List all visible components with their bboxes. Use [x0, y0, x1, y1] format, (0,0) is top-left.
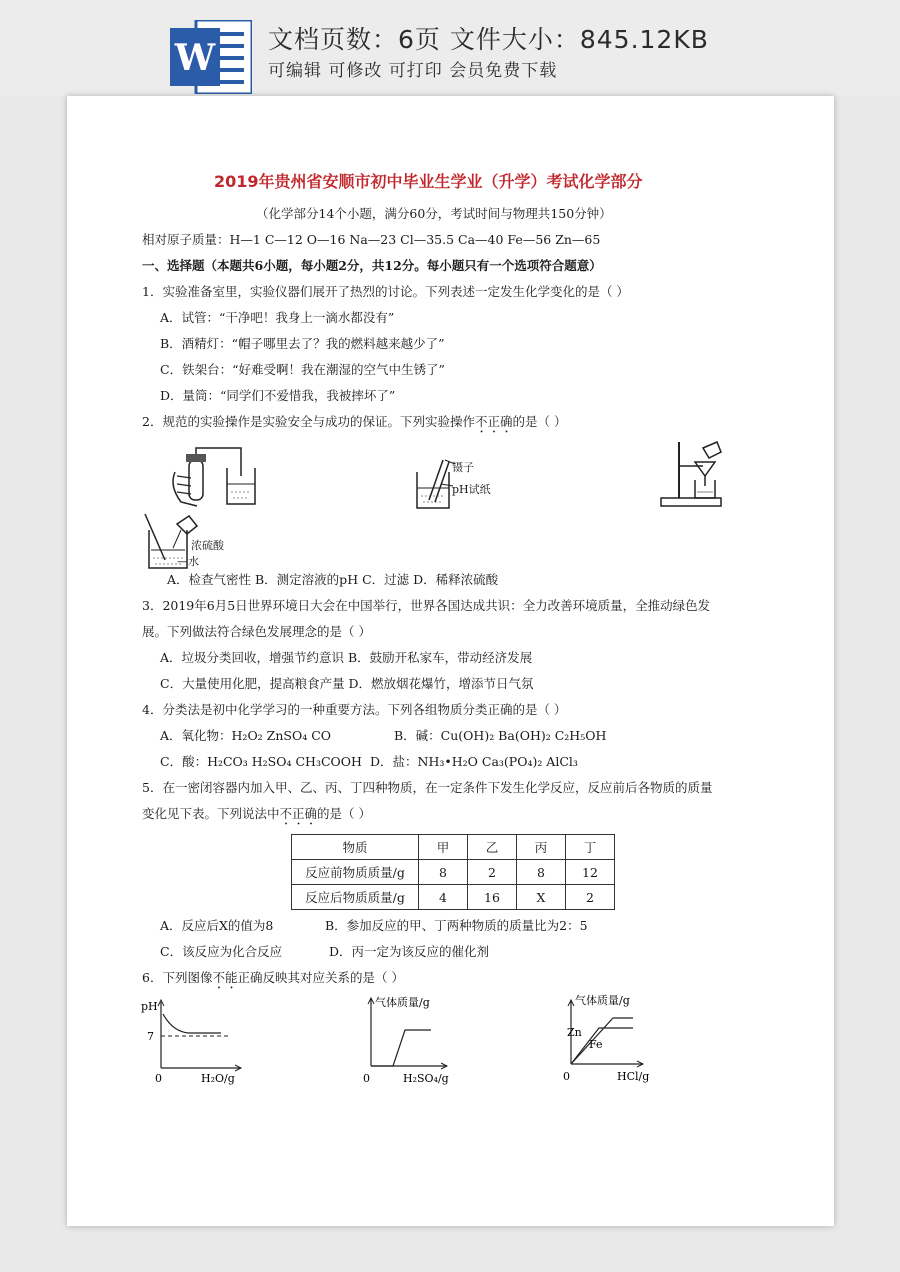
q2-stem: 2．规范的实验操作是实验安全与成功的保证。下列实验操作不正确的是（ ） [142, 414, 567, 429]
banner-file-info: 文档页数：6页 文件大小：845.12KB [268, 25, 709, 54]
table-cell: 甲 [419, 835, 468, 860]
page-title: 2019年贵州省安顺市初中毕业生学业（升学）考试化学部分 [214, 172, 643, 191]
svg-text:pH: pH [141, 1000, 158, 1013]
label-concentrated-acid: 浓硫酸 [191, 539, 224, 552]
graph-gas-vs-sulfuric-acid [357, 992, 457, 1088]
q3-options-ab: A．垃圾分类回收，增强节约意识 B．鼓励开私家车，带动经济发展 [160, 650, 533, 665]
svg-text:0: 0 [155, 1072, 162, 1085]
q5-option-d: D．丙一定为该反应的催化剂 [329, 944, 490, 959]
q3-stem-line2: 展。下列做法符合绿色发展理念的是（ ） [142, 624, 371, 639]
label-ph-paper: pH试纸 [452, 483, 491, 496]
q4-stem: 4．分类法是初中化学学习的一种重要方法。下列各组物质分类正确的是（ ） [142, 702, 567, 717]
table-cell: 反应前物质质量/g [292, 860, 419, 885]
table-cell: 16 [468, 885, 517, 910]
q5-option-c: C．该反应为化合反应 [160, 944, 283, 959]
table-cell: 4 [419, 885, 468, 910]
svg-text:气体质量/g: 气体质量/g [575, 994, 630, 1007]
label-water: —水 [177, 555, 199, 568]
q4-option-d: D．盐：NH₃•H₂O Ca₃(PO₄)₂ AlCl₃ [370, 754, 578, 769]
section-heading: 一、选择题（本题共6小题，每小题2分，共12分。每小题只有一个选项符合题意） [142, 258, 602, 273]
q1-option-a: A．试管：“干净吧！我身上一滴水都没有” [160, 310, 395, 325]
q6-stem: 6．下列图像不能正确反映其对应关系的是（ ） [142, 970, 404, 985]
table-cell: 乙 [468, 835, 517, 860]
svg-text:0: 0 [563, 1070, 570, 1083]
table-cell: 2 [566, 885, 615, 910]
table-cell: 丙 [517, 835, 566, 860]
svg-text:7: 7 [147, 1030, 154, 1043]
table-cell: 物质 [292, 835, 419, 860]
q1-option-c: C．铁架台：“好难受啊！我在潮湿的空气中生锈了” [160, 362, 445, 377]
q5-option-b: B．参加反应的甲、丁两种物质的质量比为2：5 [325, 918, 588, 933]
table-cell: 2 [468, 860, 517, 885]
q1-stem: 1．实验准备室里，实验仪器们展开了热烈的讨论。下列表述一定发生化学变化的是（ ） [142, 284, 629, 299]
svg-text:气体质量/g: 气体质量/g [375, 996, 430, 1009]
table-cell: 8 [517, 860, 566, 885]
svg-text:H₂SO₄/g: H₂SO₄/g [403, 1072, 449, 1085]
table-cell: X [517, 885, 566, 910]
word-document-icon [170, 20, 252, 94]
q4-option-c: C．酸：H₂CO₃ H₂SO₄ CH₃COOH [160, 754, 362, 769]
table-row [292, 885, 615, 910]
q4-option-b: B．碱：Cu(OH)₂ Ba(OH)₂ C₂H₅OH [394, 728, 607, 743]
q5-stem-line2: 变化见下表。下列说法中不正确的是（ ） [142, 806, 372, 821]
table-cell: 反应后物质质量/g [292, 885, 419, 910]
svg-text:H₂O/g: H₂O/g [201, 1072, 235, 1085]
atomic-masses: 相对原子质量：H—1 C—12 O—16 Na—23 Cl—35.5 Ca—40 Fe—56 Zn—65 [142, 232, 601, 247]
q3-options-cd: C．大量使用化肥，提高粮食产量 D．燃放烟花爆竹，增添节日气氛 [160, 676, 534, 691]
airtight-check-illustration [167, 446, 279, 516]
exam-subtitle: （化学部分14个小题，满分60分，考试时间与物理共150分钟） [256, 206, 612, 221]
table-cell: 8 [419, 860, 468, 885]
q1-option-b: B．酒精灯：“帽子哪里去了？我的燃料越来越少了” [160, 336, 445, 351]
q4-option-a: A．氧化物：H₂O₂ ZnSO₄ CO [160, 728, 332, 743]
svg-text:HCl/g: HCl/g [617, 1070, 650, 1083]
svg-text:0: 0 [363, 1072, 370, 1085]
banner-features: 可编辑 可修改 可打印 会员免费下载 [268, 61, 558, 81]
svg-text:Zn: Zn [567, 1026, 582, 1039]
mass-change-table [291, 834, 615, 910]
q3-stem-line1: 3．2019年6月5日世界环境日大会在中国举行，世界各国达成共识：全力改善环境质量，全推动绿色发 [142, 598, 711, 613]
graph-ph-vs-water [137, 996, 247, 1086]
graph-gas-vs-hydrochloric-acid [557, 992, 667, 1088]
table-cell: 丁 [566, 835, 615, 860]
table-row [292, 860, 615, 885]
q5-option-a: A．反应后X的值为8 [160, 918, 274, 933]
filtration-illustration [659, 440, 741, 510]
svg-text:Fe: Fe [589, 1038, 603, 1051]
table-cell: 12 [566, 860, 615, 885]
q1-option-d: D．量筒：“同学们不爱惜我，我被摔坏了” [160, 388, 396, 403]
download-banner [0, 0, 900, 96]
q5-stem-line1: 5．在一密闭容器内加入甲、乙、丙、丁四种物质，在一定条件下发生化学反应，反应前后各物质的质量 [142, 780, 713, 795]
document-page [67, 96, 834, 1226]
table-header-row [292, 835, 615, 860]
label-tweezers: 镊子 [452, 461, 474, 474]
svg-text:W: W [174, 37, 216, 79]
q2-options: A．检查气密性 B．测定溶液的pH C．过滤 D．稀释浓硫酸 [167, 572, 499, 587]
